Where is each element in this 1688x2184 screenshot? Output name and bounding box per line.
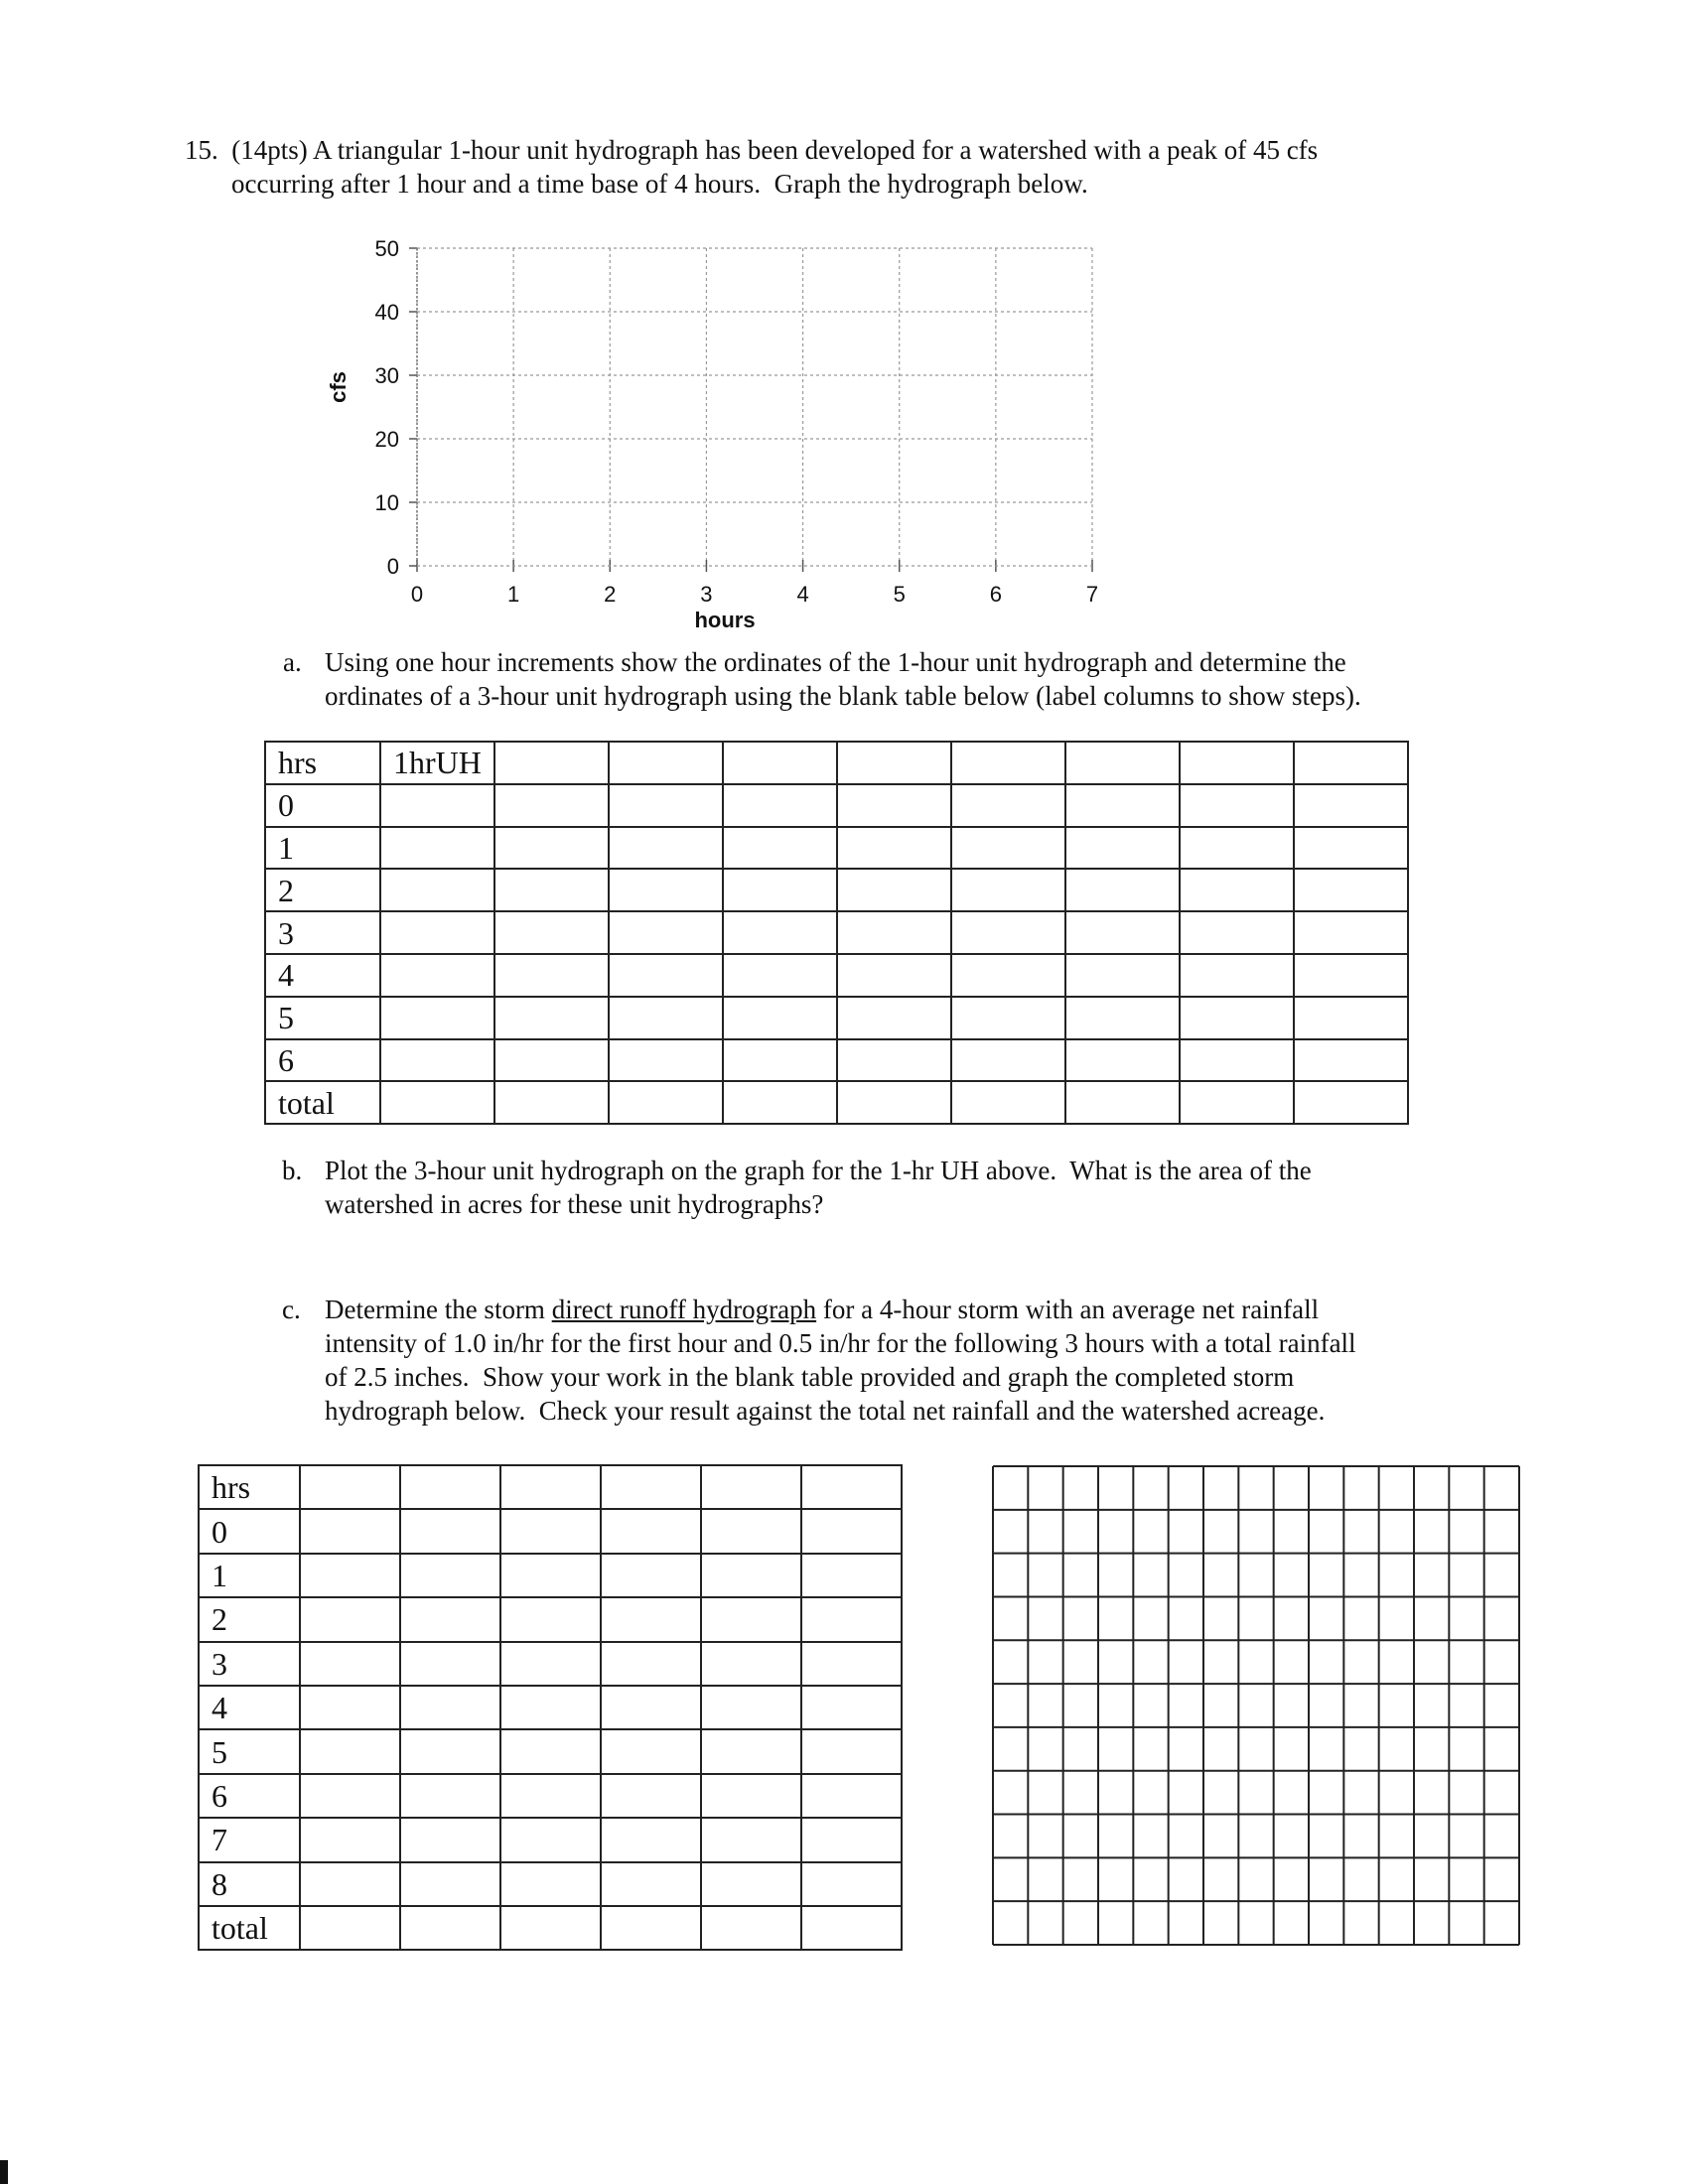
header-cell[interactable] xyxy=(300,1465,400,1509)
blank-cell[interactable] xyxy=(1180,954,1294,997)
blank-cell[interactable] xyxy=(300,1774,400,1818)
blank-cell[interactable] xyxy=(801,1509,902,1553)
blank-cell[interactable] xyxy=(951,911,1065,954)
blank-cell[interactable] xyxy=(1180,1039,1294,1082)
blank-cell[interactable] xyxy=(1180,827,1294,870)
row-label-cell: 2 xyxy=(199,1597,300,1641)
blank-cell[interactable] xyxy=(951,827,1065,870)
part-a-line-2: ordinates of a 3-hour unit hydrograph using the blank table below (label columns to show steps). xyxy=(325,681,1361,711)
blank-cell[interactable] xyxy=(601,1597,701,1641)
blank-cell[interactable] xyxy=(951,1081,1065,1124)
blank-cell[interactable] xyxy=(500,1509,601,1553)
x-tick-label: 4 xyxy=(796,582,809,607)
blank-cell[interactable] xyxy=(494,954,609,997)
blank-cell[interactable] xyxy=(1180,784,1294,827)
header-cell[interactable] xyxy=(1294,742,1408,784)
blank-cell[interactable] xyxy=(494,911,609,954)
part-c-line-4: hydrograph below. Check your result against the total net rainfall and the watershed acreage. xyxy=(325,1396,1326,1426)
blank-cell[interactable] xyxy=(380,997,494,1039)
row-label-cell: 1 xyxy=(199,1554,300,1597)
row-label-cell: 0 xyxy=(265,784,380,827)
table-row xyxy=(199,1642,902,1686)
blank-cell[interactable] xyxy=(601,1642,701,1686)
table-row xyxy=(199,1906,902,1950)
blank-cell[interactable] xyxy=(494,997,609,1039)
table-row xyxy=(199,1597,902,1641)
row-label-cell: total xyxy=(199,1906,300,1950)
part-c-letter: c. xyxy=(282,1295,301,1324)
blank-cell[interactable] xyxy=(701,1818,801,1861)
table-row xyxy=(199,1862,902,1906)
table-row xyxy=(199,1509,902,1553)
blank-cell[interactable] xyxy=(701,1862,801,1906)
blank-cell[interactable] xyxy=(300,1862,400,1906)
header-cell[interactable] xyxy=(951,742,1065,784)
part-c-line-2: intensity of 1.0 in/hr for the first hour and 0.5 in/hr for the following 3 hours with a total rainfall xyxy=(325,1328,1356,1358)
blank-cell[interactable] xyxy=(601,1554,701,1597)
blank-cell[interactable] xyxy=(801,1774,902,1818)
row-label-cell: 8 xyxy=(199,1862,300,1906)
blank-cell[interactable] xyxy=(1294,784,1408,827)
blank-cell[interactable] xyxy=(837,784,951,827)
part-c-line-3: of 2.5 inches. Show your work in the blank table provided and graph the completed storm xyxy=(325,1362,1295,1392)
blank-cell[interactable] xyxy=(494,869,609,911)
blank-cell[interactable] xyxy=(380,784,494,827)
blank-cell[interactable] xyxy=(701,1686,801,1729)
blank-cell[interactable] xyxy=(951,997,1065,1039)
blank-cell[interactable] xyxy=(601,1686,701,1729)
blank-cell[interactable] xyxy=(400,1509,500,1553)
blank-cell[interactable] xyxy=(837,1039,951,1082)
blank-cell[interactable] xyxy=(723,911,837,954)
table-row xyxy=(265,784,1408,827)
blank-cell[interactable] xyxy=(500,1597,601,1641)
blank-cell[interactable] xyxy=(1065,911,1180,954)
blank-cell[interactable] xyxy=(801,1554,902,1597)
blank-cell[interactable] xyxy=(300,1729,400,1773)
y-tick-label: 50 xyxy=(374,236,399,261)
header-hrs-cell: hrs xyxy=(265,742,380,784)
blank-cell[interactable] xyxy=(951,954,1065,997)
blank-cell[interactable] xyxy=(601,1906,701,1950)
row-label-cell: 5 xyxy=(199,1729,300,1773)
blank-cell[interactable] xyxy=(500,1818,601,1861)
blank-cell[interactable] xyxy=(500,1862,601,1906)
blank-cell[interactable] xyxy=(601,1818,701,1861)
blank-cell[interactable] xyxy=(1180,911,1294,954)
blank-cell[interactable] xyxy=(400,1554,500,1597)
blank-cell[interactable] xyxy=(1065,827,1180,870)
blank-cell[interactable] xyxy=(1065,954,1180,997)
blank-cell[interactable] xyxy=(400,1642,500,1686)
blank-cell[interactable] xyxy=(951,869,1065,911)
row-label-cell: 5 xyxy=(265,997,380,1039)
blank-cell[interactable] xyxy=(300,1642,400,1686)
blank-cell[interactable] xyxy=(500,1729,601,1773)
row-label-cell: 1 xyxy=(265,827,380,870)
part-b-letter: b. xyxy=(282,1156,303,1185)
table-row xyxy=(199,1774,902,1818)
part-b-line-2: watershed in acres for these unit hydrographs? xyxy=(325,1189,824,1219)
x-tick-label: 5 xyxy=(893,582,906,607)
header-cell[interactable] xyxy=(801,1465,902,1509)
blank-cell[interactable] xyxy=(801,1818,902,1861)
blank-cell[interactable] xyxy=(300,1818,400,1861)
table-row xyxy=(265,869,1408,911)
header-cell[interactable] xyxy=(1180,742,1294,784)
blank-cell[interactable] xyxy=(609,869,723,911)
blank-cell[interactable] xyxy=(494,827,609,870)
header-cell[interactable] xyxy=(723,742,837,784)
blank-cell[interactable] xyxy=(801,1686,902,1729)
blank-cell[interactable] xyxy=(837,997,951,1039)
blank-cell[interactable] xyxy=(701,1509,801,1553)
blank-cell[interactable] xyxy=(1180,869,1294,911)
blank-cell[interactable] xyxy=(300,1554,400,1597)
blank-cell[interactable] xyxy=(723,827,837,870)
blank-cell[interactable] xyxy=(380,1039,494,1082)
blank-cell[interactable] xyxy=(500,1906,601,1950)
row-label-cell: 4 xyxy=(199,1686,300,1729)
question-line-2: occurring after 1 hour and a time base of 4 hours. Graph the hydrograph below. xyxy=(231,169,1088,199)
header-cell[interactable] xyxy=(601,1465,701,1509)
blank-cell[interactable] xyxy=(400,1818,500,1861)
header-cell[interactable] xyxy=(1065,742,1180,784)
blank-cell[interactable] xyxy=(723,869,837,911)
blank-cell[interactable] xyxy=(500,1554,601,1597)
blank-cell[interactable] xyxy=(1294,827,1408,870)
header-row xyxy=(265,742,1408,784)
blank-cell[interactable] xyxy=(380,869,494,911)
blank-cell[interactable] xyxy=(701,1774,801,1818)
blank-cell[interactable] xyxy=(380,911,494,954)
table-row xyxy=(265,997,1408,1039)
y-tick-label: 0 xyxy=(386,554,399,579)
blank-cell[interactable] xyxy=(1065,1081,1180,1124)
blank-cell[interactable] xyxy=(601,1862,701,1906)
table-row xyxy=(199,1686,902,1729)
x-tick-label: 6 xyxy=(989,582,1002,607)
table-row xyxy=(199,1729,902,1773)
y-axis-label: cfs xyxy=(326,371,351,403)
blank-cell[interactable] xyxy=(1294,911,1408,954)
blank-cell[interactable] xyxy=(400,1597,500,1641)
header-cell[interactable] xyxy=(494,742,609,784)
x-axis-label: hours xyxy=(694,608,756,632)
blank-cell[interactable] xyxy=(380,954,494,997)
x-tick-label: 2 xyxy=(604,582,617,607)
blank-cell[interactable] xyxy=(400,1686,500,1729)
blank-cell[interactable] xyxy=(723,954,837,997)
part-b-line-1: Plot the 3-hour unit hydrograph on the graph for the 1-hr UH above. What is the area of the xyxy=(325,1156,1312,1185)
blank-cell[interactable] xyxy=(1065,784,1180,827)
blank-cell[interactable] xyxy=(300,1509,400,1553)
blank-cell[interactable] xyxy=(723,1081,837,1124)
scan-margin-mark xyxy=(0,2160,8,2184)
y-tick-label: 10 xyxy=(374,490,399,515)
row-label-cell: 4 xyxy=(265,954,380,997)
table-row xyxy=(265,1081,1408,1124)
blank-cell[interactable] xyxy=(801,1862,902,1906)
blank-cell[interactable] xyxy=(601,1729,701,1773)
blank-cell[interactable] xyxy=(1180,997,1294,1039)
blank-cell[interactable] xyxy=(837,827,951,870)
hydrograph-chart xyxy=(318,228,1112,645)
blank-cell[interactable] xyxy=(1180,1081,1294,1124)
blank-cell[interactable] xyxy=(494,1039,609,1082)
row-label-cell: 6 xyxy=(199,1774,300,1818)
header-cell[interactable] xyxy=(837,742,951,784)
table-c xyxy=(198,1464,903,1951)
blank-cell[interactable] xyxy=(609,784,723,827)
x-tick-label: 0 xyxy=(410,582,424,607)
blank-cell[interactable] xyxy=(380,827,494,870)
table-row xyxy=(199,1554,902,1597)
blank-cell[interactable] xyxy=(1065,1039,1180,1082)
row-label-cell: 3 xyxy=(265,911,380,954)
table-a xyxy=(264,741,1409,1125)
blank-cell[interactable] xyxy=(609,1081,723,1124)
row-label-cell: 2 xyxy=(265,869,380,911)
blank-cell[interactable] xyxy=(1065,869,1180,911)
header-cell[interactable] xyxy=(400,1465,500,1509)
blank-cell[interactable] xyxy=(1294,1039,1408,1082)
blank-cell[interactable] xyxy=(1294,997,1408,1039)
blank-cell[interactable] xyxy=(801,1906,902,1950)
blank-cell[interactable] xyxy=(1294,1081,1408,1124)
blank-cell[interactable] xyxy=(951,1039,1065,1082)
part-a-letter: a. xyxy=(283,647,302,677)
blank-cell[interactable] xyxy=(494,784,609,827)
blank-cell[interactable] xyxy=(400,1906,500,1950)
blank-cell[interactable] xyxy=(837,954,951,997)
blank-cell[interactable] xyxy=(837,911,951,954)
header-cell[interactable] xyxy=(609,742,723,784)
blank-cell[interactable] xyxy=(400,1774,500,1818)
blank-cell[interactable] xyxy=(837,869,951,911)
blank-cell[interactable] xyxy=(801,1729,902,1773)
blank-cell[interactable] xyxy=(494,1081,609,1124)
blank-cell[interactable] xyxy=(500,1642,601,1686)
blank-cell[interactable] xyxy=(1065,997,1180,1039)
blank-cell[interactable] xyxy=(300,1686,400,1729)
blank-cell[interactable] xyxy=(380,1081,494,1124)
table-row xyxy=(265,1039,1408,1082)
header-cell[interactable]: 1hrUH xyxy=(380,742,494,784)
blank-cell[interactable] xyxy=(601,1774,701,1818)
header-cell[interactable] xyxy=(500,1465,601,1509)
blank-cell[interactable] xyxy=(400,1862,500,1906)
part-a-line-1: Using one hour increments show the ordinates of the 1-hour unit hydrograph and determine the xyxy=(325,647,1346,677)
blank-cell[interactable] xyxy=(723,997,837,1039)
blank-cell[interactable] xyxy=(1294,869,1408,911)
direct-runoff-hydrograph-term: direct runoff hydrograph xyxy=(551,1295,817,1324)
blank-cell[interactable] xyxy=(609,911,723,954)
row-label-cell: total xyxy=(265,1081,380,1124)
x-tick-label: 3 xyxy=(700,582,713,607)
table-row xyxy=(199,1818,902,1861)
blank-cell[interactable] xyxy=(723,1039,837,1082)
blank-cell[interactable] xyxy=(723,784,837,827)
x-tick-label: 7 xyxy=(1085,582,1099,607)
blank-graph-paper xyxy=(991,1464,1521,1947)
table-row xyxy=(265,954,1408,997)
blank-cell[interactable] xyxy=(400,1729,500,1773)
blank-cell[interactable] xyxy=(1294,954,1408,997)
y-tick-label: 20 xyxy=(374,427,399,452)
part-c-line-1: Determine the storm direct runoff hydrograph for a 4-hour storm with an average net rainfall xyxy=(325,1295,1320,1324)
blank-cell[interactable] xyxy=(601,1509,701,1553)
table-row xyxy=(265,911,1408,954)
row-label-cell: 3 xyxy=(199,1642,300,1686)
blank-cell[interactable] xyxy=(609,997,723,1039)
blank-cell[interactable] xyxy=(801,1642,902,1686)
table-row xyxy=(265,827,1408,870)
blank-cell[interactable] xyxy=(837,1081,951,1124)
blank-cell[interactable] xyxy=(951,784,1065,827)
blank-cell[interactable] xyxy=(500,1774,601,1818)
blank-cell[interactable] xyxy=(701,1729,801,1773)
question-line-1: 15. (14pts) A triangular 1-hour unit hydrograph has been developed for a watershed with a peak of 45 cfs xyxy=(185,135,1319,165)
header-hrs-cell: hrs xyxy=(199,1465,300,1509)
blank-cell[interactable] xyxy=(300,1906,400,1950)
row-label-cell: 6 xyxy=(265,1039,380,1082)
header-cell[interactable] xyxy=(701,1465,801,1509)
header-row xyxy=(199,1465,902,1509)
y-tick-label: 30 xyxy=(374,363,399,388)
y-tick-label: 40 xyxy=(374,300,399,325)
blank-cell[interactable] xyxy=(500,1686,601,1729)
blank-cell[interactable] xyxy=(609,954,723,997)
blank-cell[interactable] xyxy=(609,827,723,870)
blank-cell[interactable] xyxy=(701,1597,801,1641)
blank-cell[interactable] xyxy=(801,1597,902,1641)
blank-cell[interactable] xyxy=(609,1039,723,1082)
row-label-cell: 7 xyxy=(199,1818,300,1861)
row-label-cell: 0 xyxy=(199,1509,300,1553)
x-tick-label: 1 xyxy=(507,582,520,607)
blank-cell[interactable] xyxy=(300,1597,400,1641)
blank-cell[interactable] xyxy=(701,1554,801,1597)
blank-cell[interactable] xyxy=(701,1906,801,1950)
blank-cell[interactable] xyxy=(701,1642,801,1686)
